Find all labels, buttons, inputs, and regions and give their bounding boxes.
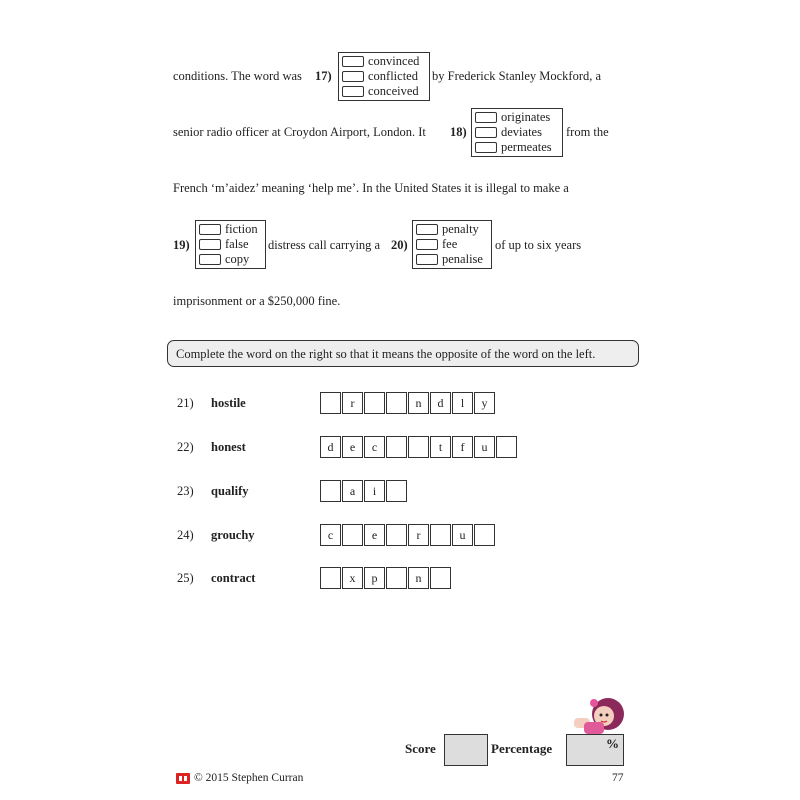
letter-boxes: [320, 392, 496, 414]
question-number: 21): [177, 396, 194, 410]
checkbox[interactable]: [199, 239, 221, 250]
question-word: qualify: [211, 484, 249, 498]
q19-option-1[interactable]: fiction: [199, 222, 262, 237]
checkbox[interactable]: [199, 224, 221, 235]
letter-boxes: [320, 524, 496, 546]
letter-box[interactable]: [320, 392, 341, 414]
q18-option-3[interactable]: permeates: [475, 140, 559, 155]
q19-option-2[interactable]: false: [199, 237, 262, 252]
letter-box[interactable]: t: [430, 436, 451, 458]
q20-options: [412, 220, 492, 269]
question-number: 23): [177, 484, 194, 498]
q19-options: [195, 220, 266, 269]
score-label: Score: [405, 741, 436, 756]
letter-box[interactable]: u: [452, 524, 473, 546]
q20-option-2[interactable]: fee: [416, 237, 488, 252]
q19-number: 19): [173, 238, 190, 252]
letter-box[interactable]: [474, 524, 495, 546]
instruction-box: Complete the word on the right so that it means the opposite of the word on the left.: [167, 340, 639, 367]
checkbox[interactable]: [475, 127, 497, 138]
letter-box[interactable]: n: [408, 392, 429, 414]
question-word: honest: [211, 440, 246, 454]
q18-option-1[interactable]: originates: [475, 110, 559, 125]
q20-option-3[interactable]: penalise: [416, 252, 488, 267]
passage-line2-before: senior radio officer at Croydon Airport, London. It: [173, 125, 426, 139]
passage-line2-after: from the: [566, 125, 609, 139]
checkbox[interactable]: [416, 224, 438, 235]
letter-box[interactable]: y: [474, 392, 495, 414]
letter-box[interactable]: [364, 392, 385, 414]
copyright: © 2015 Stephen Curran: [194, 772, 304, 784]
letter-box[interactable]: [386, 480, 407, 502]
q20-number: 20): [391, 238, 408, 252]
passage-line4-mid: distress call carrying a: [268, 238, 381, 252]
letter-box[interactable]: [342, 524, 363, 546]
question-word: grouchy: [211, 528, 255, 542]
letter-box[interactable]: r: [408, 524, 429, 546]
letter-box[interactable]: e: [364, 524, 385, 546]
question-number: 22): [177, 440, 194, 454]
q17-option-1[interactable]: convinced: [342, 54, 426, 69]
question-word: hostile: [211, 396, 246, 410]
letter-boxes: [320, 436, 518, 458]
letter-box[interactable]: r: [342, 392, 363, 414]
letter-box[interactable]: u: [474, 436, 495, 458]
letter-box[interactable]: [430, 524, 451, 546]
letter-box[interactable]: [386, 436, 407, 458]
letter-box[interactable]: [386, 392, 407, 414]
letter-box[interactable]: [320, 567, 341, 589]
percent-sign: %: [606, 736, 619, 751]
letter-box[interactable]: f: [452, 436, 473, 458]
percentage-label: Percentage: [491, 741, 553, 756]
letter-box[interactable]: d: [320, 436, 341, 458]
letter-box[interactable]: n: [408, 567, 429, 589]
q20-option-1[interactable]: penalty: [416, 222, 488, 237]
q18-options: [471, 108, 563, 157]
q17-options: [338, 52, 430, 101]
q19-option-3[interactable]: copy: [199, 252, 262, 267]
letter-box[interactable]: c: [320, 524, 341, 546]
letter-box[interactable]: a: [342, 480, 363, 502]
question-number: 24): [177, 528, 194, 542]
question-word: contract: [211, 571, 256, 585]
letter-box[interactable]: p: [364, 567, 385, 589]
checkbox[interactable]: [475, 142, 497, 153]
letter-box[interactable]: d: [430, 392, 451, 414]
letter-box[interactable]: [408, 436, 429, 458]
q17-option-3[interactable]: conceived: [342, 84, 426, 99]
checkbox[interactable]: [416, 239, 438, 250]
page-number: 77: [612, 772, 624, 784]
question-number: 25): [177, 571, 194, 585]
q18-number: 18): [450, 125, 467, 139]
checkbox[interactable]: [342, 86, 364, 97]
letter-box[interactable]: i: [364, 480, 385, 502]
q17-option-2[interactable]: conflicted: [342, 69, 426, 84]
letter-boxes: [320, 480, 408, 502]
mascot-girl-icon: [570, 694, 626, 736]
letter-box[interactable]: x: [342, 567, 363, 589]
letter-box[interactable]: l: [452, 392, 473, 414]
passage-line1-before: conditions. The word was: [173, 69, 302, 83]
publisher-logo-icon: [176, 773, 190, 784]
letter-box[interactable]: [320, 480, 341, 502]
score-input[interactable]: [444, 734, 488, 766]
letter-box[interactable]: c: [364, 436, 385, 458]
checkbox[interactable]: [342, 56, 364, 67]
letter-box[interactable]: e: [342, 436, 363, 458]
passage-line4-after: of up to six years: [495, 238, 582, 252]
letter-box[interactable]: [430, 567, 451, 589]
checkbox[interactable]: [416, 254, 438, 265]
passage-line3: French ‘m’aidez’ meaning ‘help me’. In the United States it is illegal to make a: [173, 181, 569, 195]
percentage-input[interactable]: [566, 734, 624, 766]
checkbox[interactable]: [342, 71, 364, 82]
letter-box[interactable]: [386, 567, 407, 589]
checkbox[interactable]: [475, 112, 497, 123]
q17-number: 17): [315, 69, 332, 83]
letter-box[interactable]: [386, 524, 407, 546]
passage-line5: imprisonment or a $250,000 fine.: [173, 294, 341, 308]
passage-line1-after: by Frederick Stanley Mockford, a: [432, 69, 602, 83]
q18-option-2[interactable]: deviates: [475, 125, 559, 140]
checkbox[interactable]: [199, 254, 221, 265]
letter-boxes: [320, 567, 452, 589]
letter-box[interactable]: [496, 436, 517, 458]
